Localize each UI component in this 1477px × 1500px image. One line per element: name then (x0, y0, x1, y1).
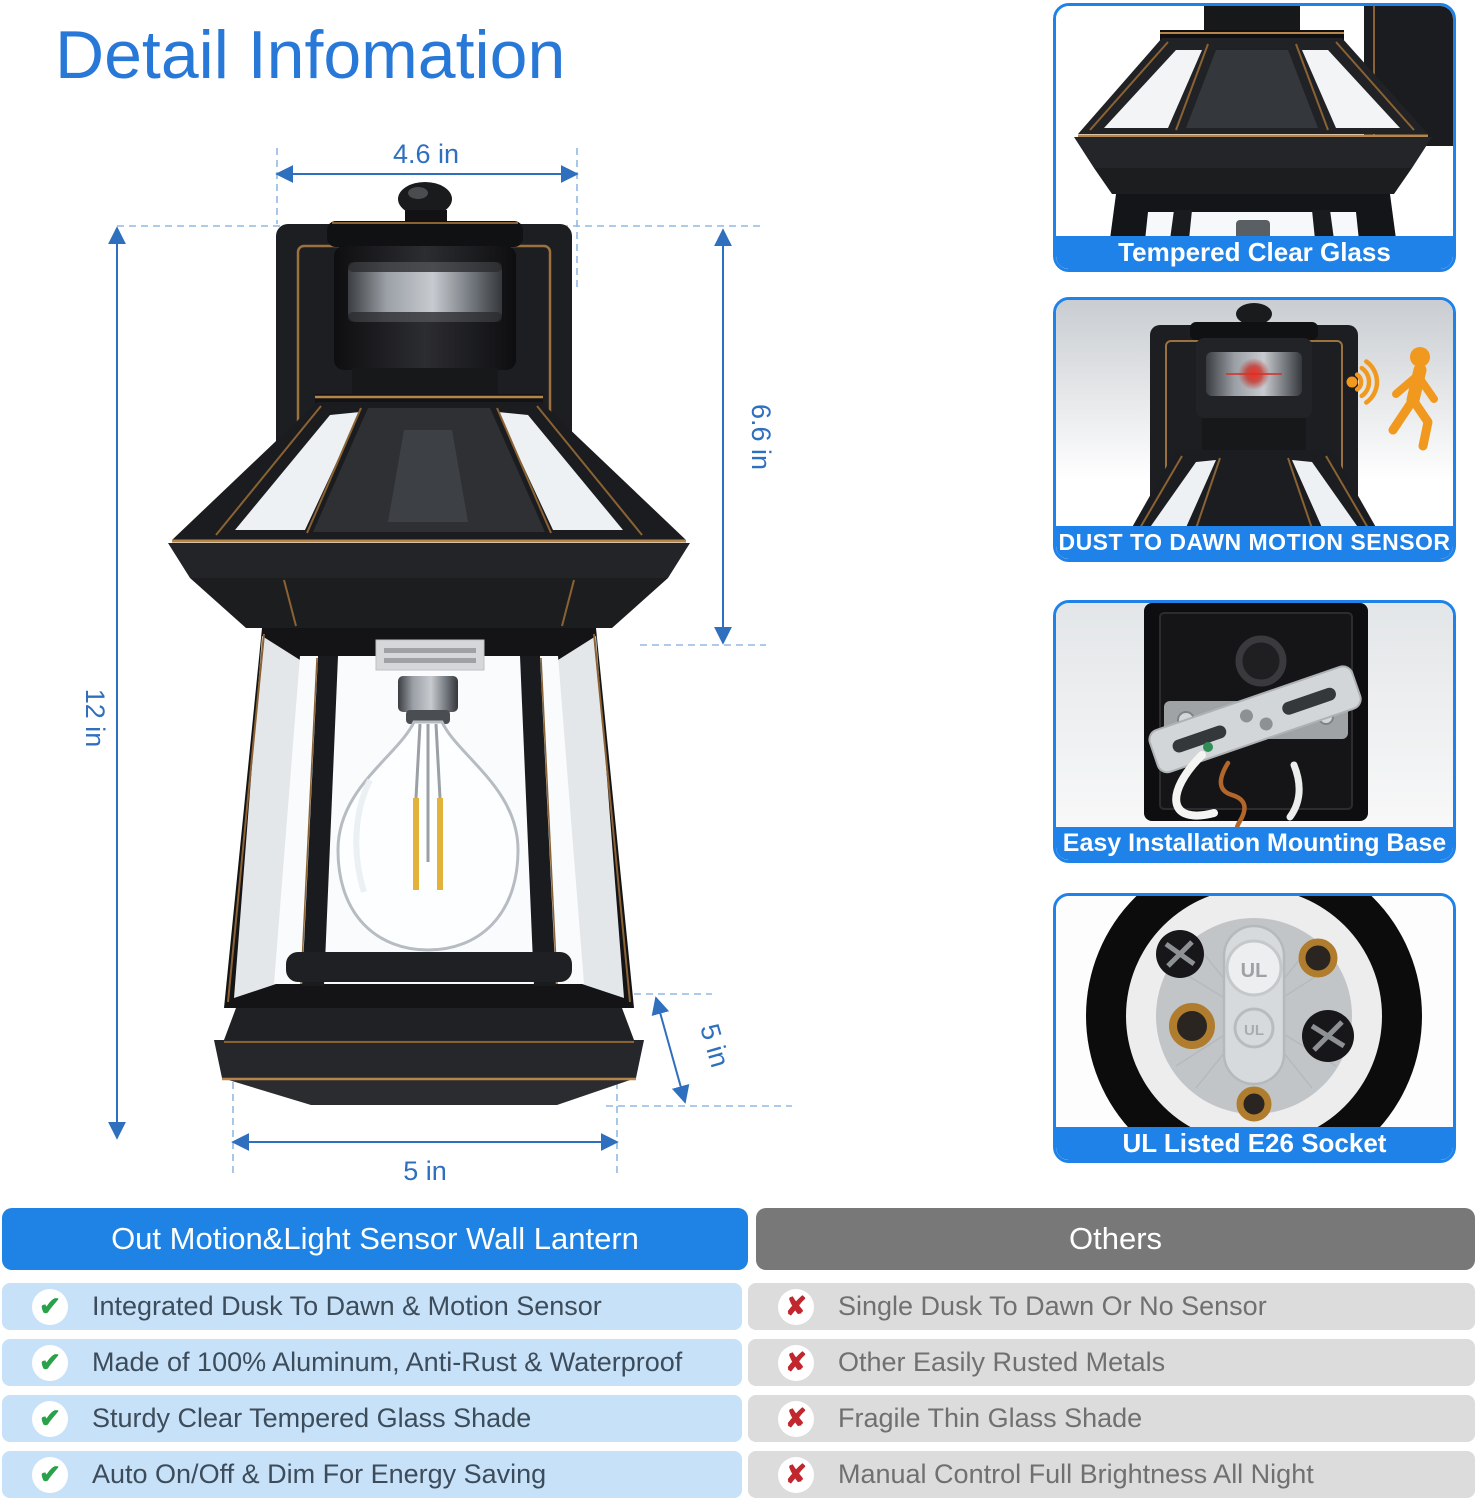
comparison-header-product: Out Motion&Light Sensor Wall Lantern (2, 1208, 748, 1270)
dim-top-width-label: 4.6 in (392, 139, 460, 169)
brass-contact (1173, 1007, 1211, 1045)
feature-banner: Easy Installation Mounting Base (1056, 827, 1453, 860)
product-feature-text: Made of 100% Aluminum, Anti-Rust & Waterproof (92, 1347, 683, 1377)
dim-depth-label: 5 in (694, 1020, 736, 1071)
svg-text:UL: UL (1240, 960, 1268, 982)
dim-total-height-label: 12 in (80, 688, 110, 748)
bulb-socket (398, 676, 458, 712)
cross-icon: ✘ (778, 1289, 814, 1325)
check-icon: ✔ (32, 1289, 68, 1325)
others-feature-text: Fragile Thin Glass Shade (838, 1403, 1143, 1433)
others-feature-row (748, 1283, 1475, 1330)
check-icon: ✔ (32, 1345, 68, 1381)
feature-card-tempered-glass (1053, 3, 1456, 272)
e26-socket-photo-icon (1056, 896, 1453, 1160)
cross-icon: ✘ (778, 1401, 814, 1437)
feature-card-mounting-base (1053, 600, 1456, 863)
wiring-knockout (1239, 639, 1283, 683)
dim-body-height-label: 6.6 in (746, 403, 776, 471)
others-feature-text: Other Easily Rusted Metals (838, 1347, 1166, 1377)
feature-card-e26-socket (1053, 893, 1456, 1163)
check-icon: ✔ (32, 1401, 68, 1437)
cross-icon: ✘ (778, 1345, 814, 1381)
others-feature-row (748, 1339, 1475, 1386)
dim-base-width-label: 5 in (403, 1156, 447, 1186)
others-feature-row (748, 1451, 1475, 1498)
motion-sensor-photo-icon (1056, 300, 1453, 559)
terminal-screw (1302, 1010, 1354, 1062)
tempered-glass-photo-icon (1056, 6, 1453, 269)
comparison-header-others: Others (756, 1208, 1475, 1270)
feature-banner: UL Listed E26 Socket (1056, 1127, 1453, 1160)
others-feature-row (748, 1395, 1475, 1442)
brass-contact (1302, 942, 1334, 974)
product-feature-row (2, 1283, 742, 1330)
brass-contact (1240, 1090, 1268, 1118)
page-title: Detail Infomation (55, 17, 566, 93)
feature-banner: DUST TO DAWN MOTION SENSOR (1056, 526, 1453, 559)
check-icon: ✔ (32, 1457, 68, 1493)
lantern-dimension-diagram (0, 120, 810, 1210)
wall-lantern-illustration (168, 182, 690, 1105)
top-cap (327, 221, 523, 247)
certification-label (376, 640, 484, 670)
product-feature-row (2, 1339, 742, 1386)
svg-text:UL: UL (1244, 1022, 1264, 1039)
others-feature-text: Single Dusk To Dawn Or No Sensor (838, 1291, 1267, 1321)
cross-icon: ✘ (778, 1457, 814, 1493)
others-feature-text: Manual Control Full Brightness All Night (838, 1459, 1314, 1489)
product-feature-row (2, 1395, 742, 1442)
product-feature-text: Auto On/Off & Dim For Energy Saving (92, 1459, 547, 1489)
product-feature-text: Integrated Dusk To Dawn & Motion Sensor (92, 1291, 602, 1321)
terminal-screw (1156, 930, 1204, 978)
mounting-base-photo-icon (1056, 603, 1453, 860)
lantern-base (224, 1008, 634, 1040)
product-feature-row (2, 1451, 742, 1498)
feature-card-motion-sensor (1053, 297, 1456, 562)
feature-banner: Tempered Clear Glass (1056, 236, 1453, 269)
product-feature-text: Sturdy Clear Tempered Glass Shade (92, 1403, 532, 1433)
